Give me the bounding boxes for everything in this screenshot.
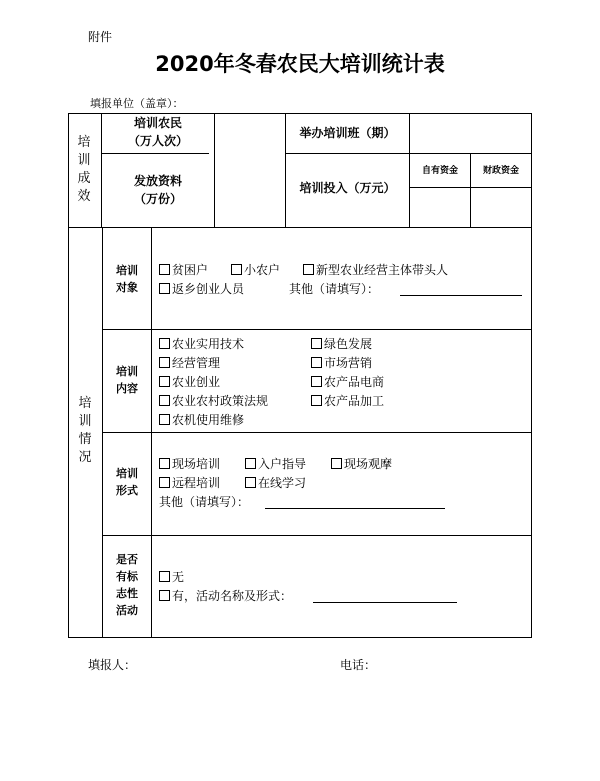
phone-label: 电话： — [340, 658, 377, 672]
target-label: 培训 对象 — [116, 264, 138, 294]
trained-farmers-input[interactable] — [215, 114, 285, 227]
target-poor-checkbox[interactable]: 贫困户 — [159, 262, 208, 278]
content-ecommerce-checkbox[interactable]: 农产品电商 — [311, 374, 384, 390]
fiscal-funds-input[interactable] — [471, 188, 531, 227]
investment-label: 培训投入（万元） — [299, 181, 396, 195]
content-startup-checkbox[interactable]: 农业创业 — [159, 374, 220, 390]
attachment-label: 附件 — [88, 30, 113, 44]
self-funds-input[interactable] — [410, 188, 470, 227]
unit-label: 填报单位（盖章）： — [90, 97, 184, 110]
activity-no-checkbox[interactable]: 无 — [159, 569, 184, 585]
results-section-label: 培 训 成 效 — [77, 135, 91, 204]
target-other-label: 其他（请填写）： — [289, 282, 380, 296]
form-other-input[interactable] — [265, 508, 445, 509]
activity-name-input[interactable] — [313, 602, 457, 603]
target-smallholder-checkbox[interactable]: 小农户 — [231, 262, 280, 278]
materials-label: 发放资料 （万份） — [133, 174, 182, 206]
content-policy-checkbox[interactable]: 农业农村政策法规 — [159, 393, 268, 409]
activity-label: 是否 有标 志性 活动 — [116, 553, 138, 617]
page-title: 2020年冬春农民大培训统计表 — [155, 52, 445, 76]
form-observation-checkbox[interactable]: 现场观摩 — [331, 456, 392, 472]
content-management-checkbox[interactable]: 经营管理 — [159, 355, 220, 371]
target-new-entity-checkbox[interactable]: 新型农业经营主体带头人 — [303, 262, 448, 278]
form-home-guidance-checkbox[interactable]: 入户指导 — [245, 456, 306, 472]
target-returnee-checkbox[interactable]: 返乡创业人员 — [159, 281, 244, 297]
form-other-label: 其他（请填写）： — [159, 495, 250, 509]
self-funds-label: 自有资金 — [421, 166, 458, 176]
form-onsite-checkbox[interactable]: 现场培训 — [159, 456, 220, 472]
situation-section-label: 培 训 情 况 — [78, 396, 92, 465]
form-online-checkbox[interactable]: 在线学习 — [245, 475, 306, 491]
classes-input[interactable] — [410, 114, 531, 153]
fiscal-funds-label: 财政资金 — [482, 166, 519, 176]
form-label: 培训 形式 — [116, 467, 138, 497]
trained-farmers-label: 培训农民 （万人次） — [127, 116, 188, 148]
content-green-checkbox[interactable]: 绿色发展 — [311, 336, 372, 352]
form-remote-checkbox[interactable]: 远程培训 — [159, 475, 220, 491]
content-tech-checkbox[interactable]: 农业实用技术 — [159, 336, 244, 352]
content-processing-checkbox[interactable]: 农产品加工 — [311, 393, 384, 409]
target-other-input[interactable] — [400, 295, 522, 296]
classes-label: 举办培训班（期） — [299, 126, 396, 140]
content-marketing-checkbox[interactable]: 市场营销 — [311, 355, 372, 371]
activity-yes-checkbox[interactable]: 有，活动名称及形式： — [159, 588, 292, 604]
filler-label: 填报人： — [88, 658, 137, 672]
content-label: 培训 内容 — [116, 365, 138, 395]
content-machinery-checkbox[interactable]: 农机使用维修 — [159, 412, 244, 428]
